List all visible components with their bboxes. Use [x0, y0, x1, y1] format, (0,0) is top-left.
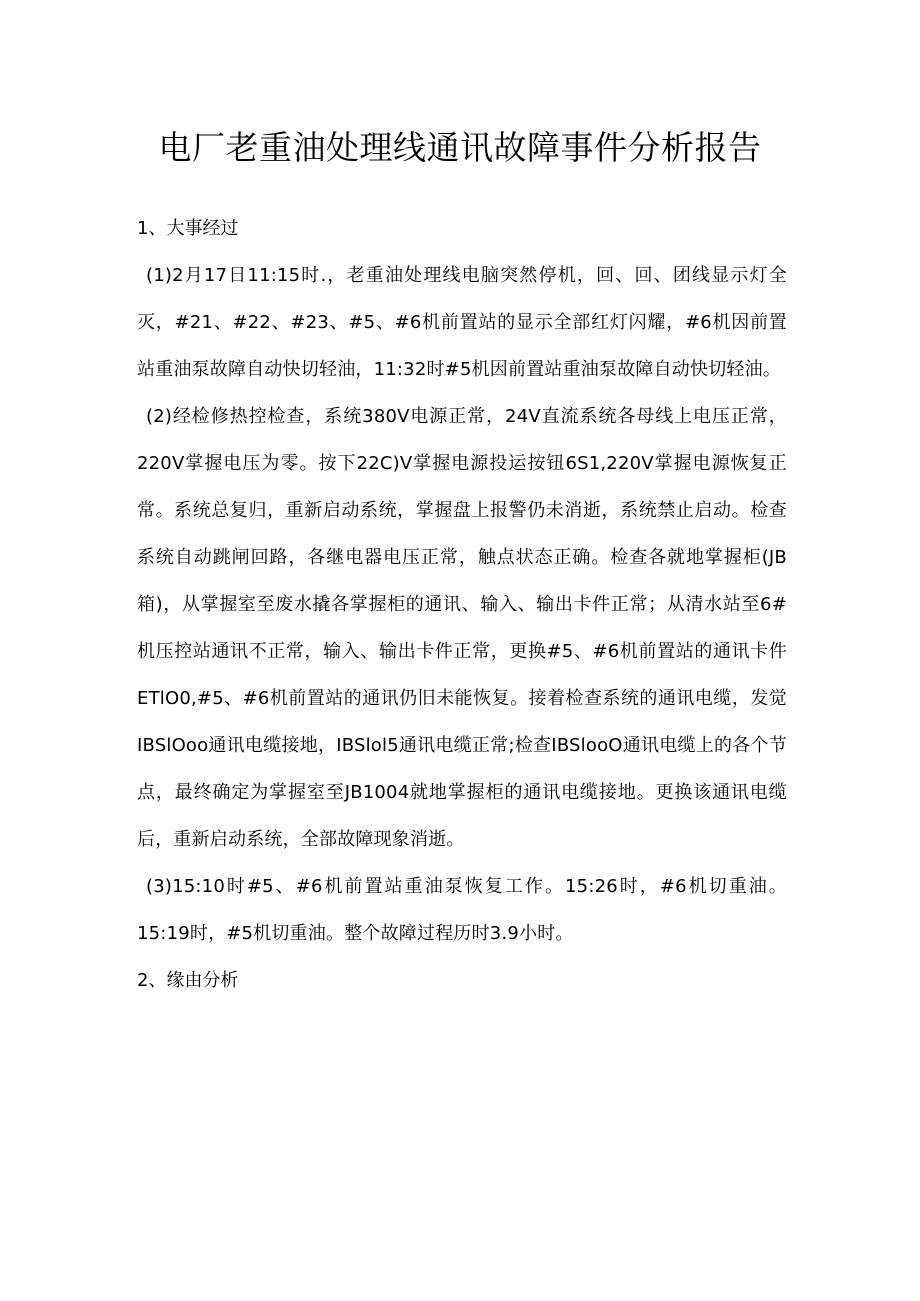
paragraph-1: (1)2月17日11:15时.，老重油处理线电脑突然停机，回、回、团线显示灯全灭，#21、#22、#23、#5、#6机前置站的显示全部红灯闪耀，#6机因前置站重油泵故障自动快切轻油，11:32时#5机因前置站重油泵故障自动快切轻油。 — [137, 265, 787, 380]
section-heading-2: 2、缘由分析 — [137, 970, 239, 991]
section-heading-1: 1、大事经过 — [137, 218, 239, 239]
paragraph-2: (2)经检修热控检查，系统380V电源正常，24V直流系统各母线上电压正常，220V掌握电压为零。按下22C)V掌握电源投运按钮6S1,220V掌握电源恢复正常。系统总复归，重新启动系统，掌握盘上报警仍未消逝，系统禁止启动。检查系统自动跳闸回路，各继电器电压正常，触点状态正确。检查各就地掌握柜(JB箱)，从掌握室至废水撬各掌握柜的通讯、输入、输出卡件正常；从清水站至6#机压控站通讯不正常，输入、输出卡件正常，更换#5、#6机前置站的通讯卡件ETlO0,#5、#6机前置站的通讯仍旧未能恢复。接着检查系统的通讯电缆，发觉IBSlOoo通讯电缆接地，IBSlol5通讯电缆正常;检查IBSlooO通讯电缆上的各个节点，最终确定为掌握室至JB1004就地掌握柜的通讯电缆接地。更换该通讯电缆后，重新启动系统，全部故障现象消逝。 — [137, 406, 787, 850]
document-title: 电厂老重油处理线通讯故障事件分析报告 — [158, 128, 762, 167]
paragraph-3: (3)15:10时#5、#6机前置站重油泵恢复工作。15:26时，#6机切重油。15:19时，#5机切重油。整个故障过程历时3.9小时。 — [137, 876, 787, 944]
document-body — [137, 205, 787, 1004]
